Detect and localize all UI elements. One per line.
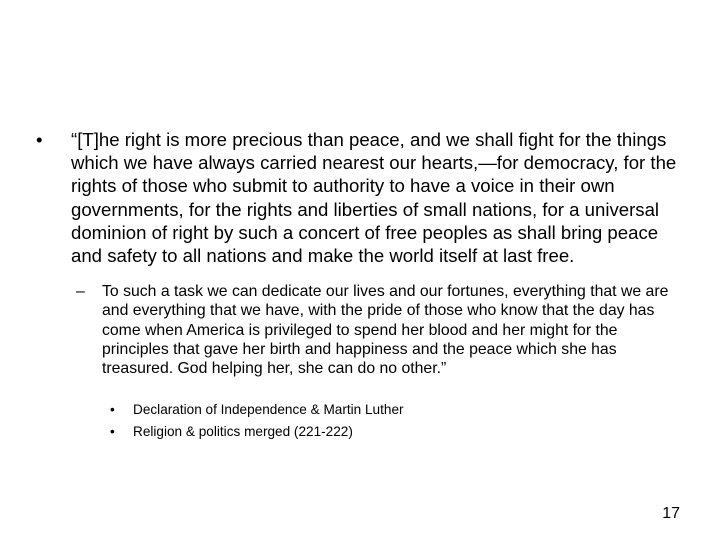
dash-icon: – [76, 283, 85, 300]
main-quote-text: “[T]he right is more precious than peace, and we shall fight for the things which we have always carried nearest our hearts,—for democracy, for the rights of those who submit to authority to have a voice in their own governments, for the rights and liberties of small nations, for a universal dominion of right by such a concert of free peoples as shall bring peace and safety to all nations and make the world itself at last free. [71, 129, 677, 267]
note-text: Religion & politics merged (221-222) [133, 423, 353, 439]
note-item [110, 421, 670, 443]
note-text: Declaration of Independence & Martin Luther [133, 402, 404, 417]
bullet-icon: • [110, 402, 115, 417]
note-item [110, 399, 670, 421]
note-list [110, 399, 670, 443]
sub-bullet-point [76, 282, 676, 378]
page-number: 17 [662, 505, 680, 522]
sub-quote-text: To such a task we can dedicate our lives and our fortunes, everything that we are and everything that we have, with the pride of those who know that the day has come when America is privileged to spend her blood and her might for the principles that gave her birth and happiness and the peace which she has treasured. God helping her, she can do no other.” [102, 283, 669, 378]
main-bullet-point [36, 128, 686, 267]
bullet-icon: • [110, 423, 115, 439]
bullet-icon: • [36, 129, 43, 150]
